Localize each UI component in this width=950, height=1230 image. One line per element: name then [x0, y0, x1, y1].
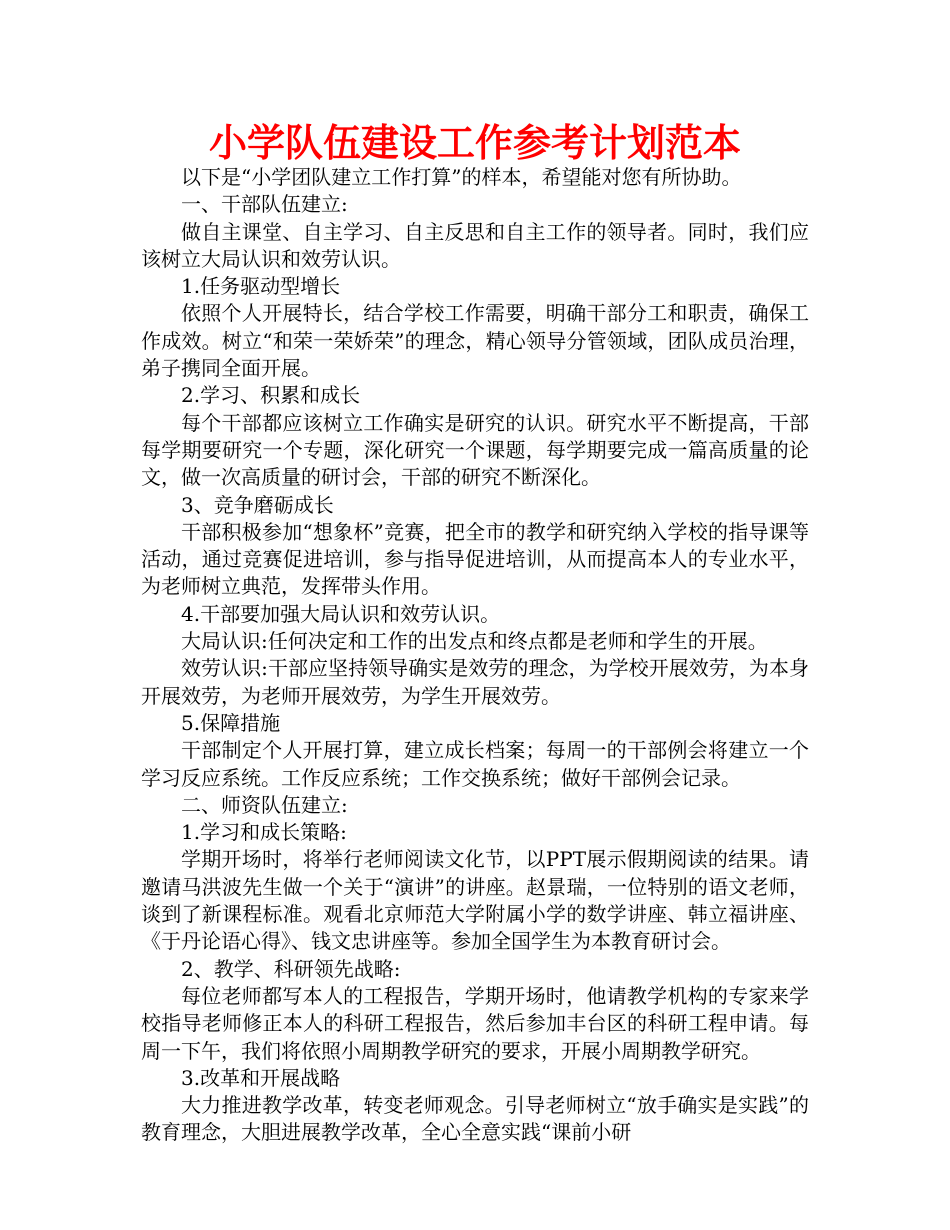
subsection-heading: 3、竞争磨砺成长	[181, 492, 334, 517]
subsection-heading: 1.任务驱动型增长	[181, 274, 341, 299]
paragraph: 大局认识:任何决定和工作的出发点和终点都是老师和学生的开展。	[181, 629, 768, 654]
paragraph: 效劳认识:干部应坚持领导确实是效劳的理念，为学校开展效劳，为本身开展效劳，为老师开展效劳，为学生开展效劳。	[141, 656, 809, 708]
paragraph: 依照个人开展特长，结合学校工作需要，明确干部分工和职责，确保工作成效。树立“和荣一荣娇荣”的理念，精心领导分管领域，团队成员治理，弟子携同全面开展。	[141, 301, 809, 381]
paragraph: 学期开场时，将举行老师阅读文化节，以PPT展示假期阅读的结果。请邀请马洪波先生做一个关于“演讲”的讲座。赵景瑞，一位特别的语文老师，谈到了新课程标准。观看北京师范大学附属小学的数学讲座、韩立福讲座、《于丹论语心得》、钱文忠讲座等。参加全国学生为本教育研讨会。	[141, 847, 809, 954]
subsection-heading: 2.学习、积累和成长	[181, 383, 361, 408]
paragraph: 干部积极参加“想象杯”竞赛，把全市的教学和研究纳入学校的指导课等活动，通过竞赛促进培训，参与指导促进培训，从而提高本人的专业水平，为老师树立典范，发挥带头作用。	[141, 519, 809, 599]
paragraph: 大力推进教学改革，转变老师观念。引导老师树立“放手确实是实践”的教育理念，大胆进展教学改革，全心全意实践“课前小研	[141, 1093, 809, 1145]
subsection-heading: 1.学习和成长策略:	[181, 820, 347, 845]
section-heading: 一、干部队伍建立:	[181, 192, 348, 217]
paragraph: 每位老师都写本人的工程报告，学期开场时，他请教学机构的专家来学校指导老师修正本人的科研工程报告，然后参加丰台区的科研工程申请。每周一下午，我们将依照小周期教学研究的要求，开展小周期教学研究。	[141, 983, 809, 1063]
paragraph: 做自主课堂、自主学习、自主反思和自主工作的领导者。同时，我们应该树立大局认识和效劳认识。	[141, 219, 809, 271]
subsection-heading: 4.干部要加强大局认识和效劳认识。	[181, 601, 501, 626]
subsection-heading: 5.保障措施	[181, 710, 281, 735]
subsection-heading: 2、教学、科研领先战略:	[181, 956, 401, 981]
paragraph: 每个干部都应该树立工作确实是研究的认识。研究水平不断提高，干部每学期要研究一个专题，深化研究一个课题，每学期要完成一篇高质量的论文，做一次高质量的研讨会，干部的研究不断深化。	[141, 410, 809, 490]
subsection-heading: 3.改革和开展战略	[181, 1065, 341, 1090]
paragraph: 以下是“小学团队建立工作打算”的样本，希望能对您有所协助。	[181, 165, 742, 189]
section-heading: 二、师资队伍建立:	[181, 792, 348, 817]
document-title: 小学队伍建设工作参考计划范本	[208, 121, 741, 165]
document-body	[141, 164, 809, 1147]
paragraph: 干部制定个人开展打算，建立成长档案；每周一的干部例会将建立一个学习反应系统。工作反应系统；工作交换系统；做好干部例会记录。	[141, 738, 809, 790]
